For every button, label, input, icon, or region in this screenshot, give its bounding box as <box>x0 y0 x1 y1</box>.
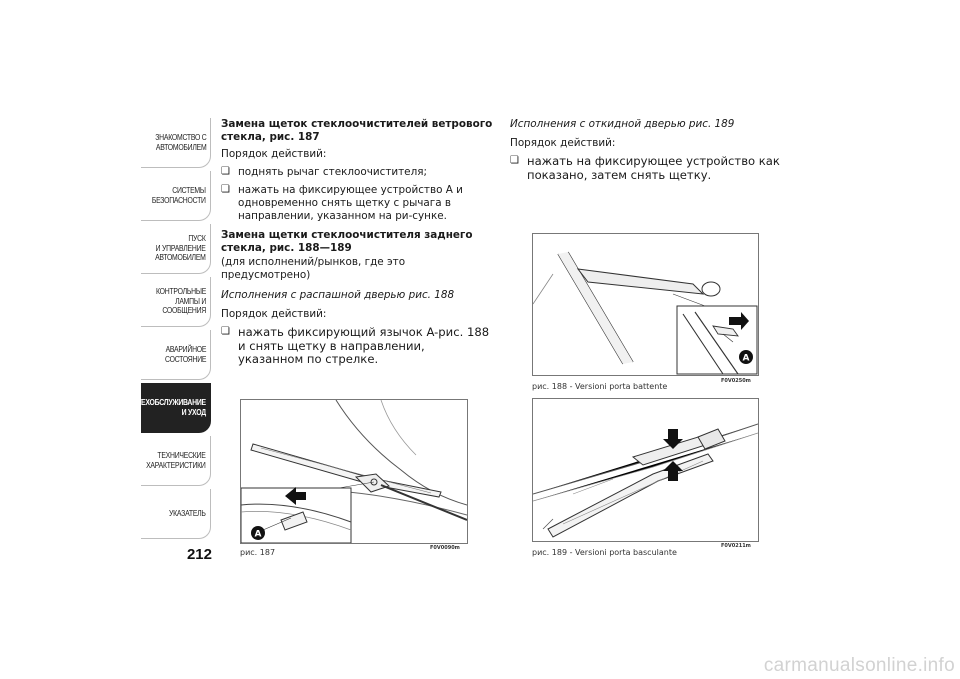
subheading-tailgate: Исполнения с откидной дверью рис. 189 <box>510 118 735 130</box>
figure-187-caption: рис. 187 <box>240 548 276 557</box>
tab-safety[interactable]: СИСТЕМЫ БЕЗОПАСНОСТИ <box>141 171 211 221</box>
figure-189-image <box>532 398 759 542</box>
right-column <box>510 118 792 187</box>
subheading-hinged-door: Исполнения с распашной дверью рис. 188 <box>221 289 455 301</box>
tab-index[interactable]: УКАЗАТЕЛЬ <box>141 489 211 539</box>
figure-187-code: F0V0090m <box>430 545 460 551</box>
step-item: ❏ поднять рычаг стеклоочистителя; <box>221 166 493 179</box>
tab-intro[interactable]: ЗНАКОМСТВО С АВТОМОБИЛЕМ <box>141 118 211 168</box>
tab-warning-lights[interactable]: КОНТРОЛЬНЫЕ ЛАМПЫ И СООБЩЕНИЯ <box>141 277 211 327</box>
tab-emergency[interactable]: АВАРИЙНОЕ СОСТОЯНИЕ <box>141 330 211 380</box>
figure-187-image <box>240 399 468 544</box>
procedure-label: Порядок действий: <box>510 137 616 149</box>
step-item: ❏ нажать на фиксирующее устройство как показано, затем снять щетку. <box>510 155 792 182</box>
procedure-label: Порядок действий: <box>221 148 327 160</box>
watermark: carmanualsonline.info <box>763 655 955 676</box>
tab-maintenance[interactable]: ТЕХОБСЛУЖИВАНИЕ И УХОД <box>141 383 211 433</box>
figure-188-image <box>532 233 759 376</box>
marker-a-label: A <box>742 353 750 364</box>
figure-189-code: F0V0211m <box>721 543 751 549</box>
procedure-label: Порядок действий: <box>221 308 327 320</box>
heading-windshield-wipers: Замена щеток стеклоочистителей ветрового стекла, рис. 187 <box>221 118 493 143</box>
tab-specifications[interactable]: ТЕХНИЧЕСКИЕ ХАРАКТЕРИСТИКИ <box>141 436 211 486</box>
step-item: ❏ нажать фиксирующий язычок A-рис. 188 и снять щетку в направлении, указанном по стрелке. <box>221 326 493 367</box>
marker-a-label: A <box>254 529 262 540</box>
availability-note: (для исполнений/рынков, где это предусмотрено) <box>221 256 406 281</box>
heading-rear-wiper: Замена щетки стеклоочистителя заднего стекла, рис. 188—189 <box>221 229 473 254</box>
figure-189-caption: рис. 189 - Versioni porta basculante <box>532 548 677 557</box>
figure-188-code: F0V0250m <box>721 378 751 384</box>
figure-188-caption: рис. 188 - Versioni porta battente <box>532 382 668 391</box>
left-column <box>221 118 493 372</box>
tab-driving[interactable]: ПУСК И УПРАВЛЕНИЕ АВТОМОБИЛЕМ <box>141 224 211 274</box>
step-item: ❏ нажать на фиксирующее устройство A и одновременно снять щетку с рычага в направлении, указанном на ри-сунке. <box>221 184 493 223</box>
page-number: 212 <box>186 546 212 563</box>
